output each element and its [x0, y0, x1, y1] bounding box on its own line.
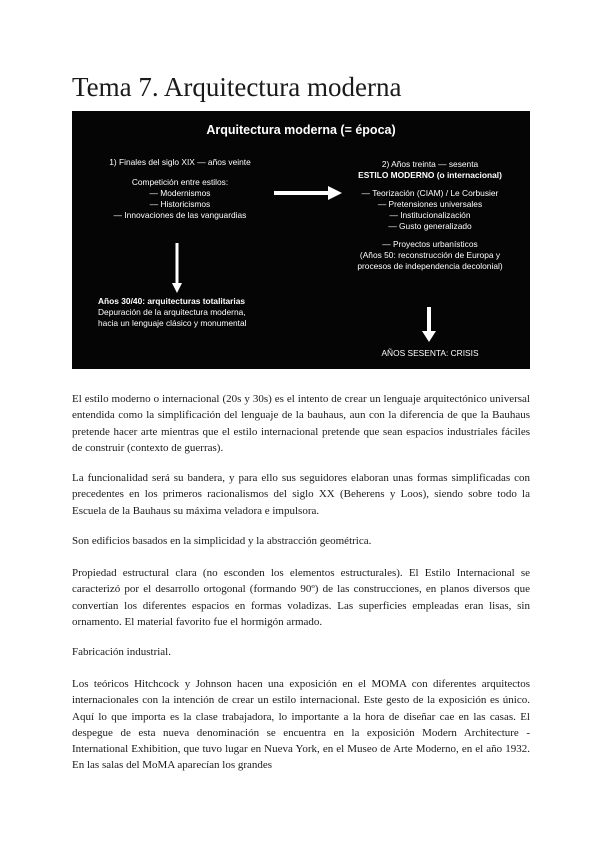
diagram-left-line: Competición entre estilos: — [131, 177, 229, 187]
diagram-figure — [72, 111, 530, 369]
diagram-bottom-right: AÑOS SESENTA: CRISIS — [381, 348, 479, 358]
paragraph-5: Fabricación industrial. — [72, 646, 171, 658]
diagram-left-bottom-line: Depuración de la arquitectura moderna, — [98, 307, 246, 317]
arrow-down-left-icon — [172, 243, 182, 293]
paragraph-2: La funcionalidad será su bandera, y para ello sus seguidores elaboran unas formas simplificadas con precedentes en los primeros racionalismos del siglo XX (Beherens y Loos), siendo sobre todo la Escuela de la Bauhaus su máxima veladora e impulsora. — [72, 472, 530, 517]
diagram-right-line: (Años 50: reconstrucción de Europa y — [359, 250, 501, 260]
diagram-right-line: — Teorización (CIAM) / Le Corbusier — [361, 188, 499, 198]
paragraph-6: Los teóricos Hitchcock y Johnson hacen una exposición en el MOMA con diferentes arquitectos internacionales con la intención de crear un estilo internacional. Este gesto de la exposición es único. Aquí lo que importa es la clase trabajadora, lo importante a la hora de diseñar cae en las casas. El despegue de esta nueva denominación se encuentra en la exposición Modern Architecture - International Exhibition, que tuvo lugar en Nueva York, en el Museo de Arte Moderno, en el año 1932. En las salas del MoMA aparecían los grandes — [72, 678, 530, 772]
diagram-right-line: 2) Años treinta — sesenta — [381, 159, 479, 169]
diagram-title: Arquitectura moderna (= época) — [206, 123, 396, 137]
diagram-right-line: — Gusto generalizado — [388, 221, 472, 231]
diagram-arrows — [72, 111, 530, 369]
diagram-left-bottom-line: hacia un lenguaje clásico y monumental — [98, 318, 247, 328]
diagram-left-line: — Modernismos — [149, 188, 211, 198]
diagram-left-line: — Innovaciones de las vanguardias — [113, 210, 247, 220]
diagram-right-line: — Proyectos urbanísticos — [382, 239, 478, 249]
diagram-right-line: — Pretensiones universales — [377, 199, 483, 209]
paragraph-1: El estilo moderno o internacional (20s y 30s) es el intento de crear un lenguaje arquitectónico universal entendida como la simplificación del lenguaje de la bauhaus, aun con la diferencia de que la Bauhaus pretende hacer arte mientras que el estilo internacional pretende que sean espacios industriales fáciles de construir (contexto de guerras). — [72, 393, 530, 454]
diagram-left-heading: 1) Finales del siglo XIX — años veinte — [109, 157, 251, 167]
arrow-right-icon — [274, 186, 342, 200]
diagram-right-line: procesos de independencia decolonial) — [357, 261, 503, 271]
paragraph-4: Propiedad estructural clara (no esconden los elementos estructurales). El Estilo Internacional se caracterizó por el desarrollo ortogonal (formando 90º) de las construcciones, en planos diversos que convertían los diferentes espacios en formas voladizas. Las superficies empleadas eran lisas, sin ornamento. El material favorito fue el hormigón armado. — [72, 567, 530, 628]
diagram-left-line: — Historicismos — [149, 199, 211, 209]
page-title: Tema 7. Arquitectura moderna — [72, 72, 402, 102]
paragraph-3: Son edificios basados en la simplicidad y la abstracción geométrica. — [72, 535, 372, 547]
diagram-right-line: — Institucionalización — [389, 210, 471, 220]
diagram-left-bottom-line: Años 30/40: arquitecturas totalitarias — [98, 296, 246, 306]
arrow-down-right-icon — [422, 307, 436, 342]
diagram-right-line: ESTILO MODERNO (o internacional) — [358, 170, 502, 180]
